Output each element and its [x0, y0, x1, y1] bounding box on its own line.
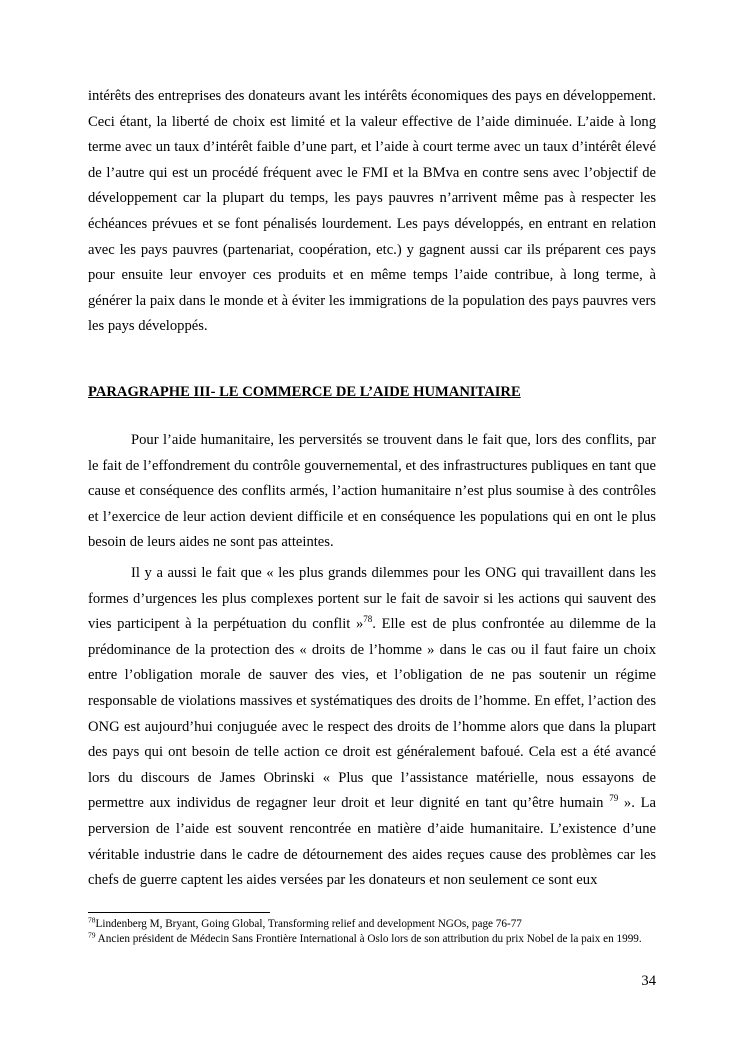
- footnote-reference[interactable]: 79: [609, 793, 619, 804]
- body-paragraph: Pour l’aide humanitaire, les perversités se trouvent dans le fait que, lors des conflits, par le fait de l’effondrement du contrôle gouvernemental, et des infrastructures publiques en tant que cause et conséquence des conflits armés, l’action humanitaire n’est plus soumise à des contrôles et l’exercice de leur action devient difficile et en conséquence les populations qui en ont le plus besoin de leurs aides ne sont pas atteintes.: [88, 432, 656, 551]
- footnote-number: 79: [88, 930, 96, 940]
- paragraph-text: Il y a aussi le fait que « les plus grands dilemmes pour les ONG qui travaillent dans les formes d’urgences les plus complexes portent sur le fait de savoir si les actions qui sauvent des vies participent à la perpétuation du conflit »: [88, 565, 656, 633]
- footnote-separator: [88, 912, 270, 913]
- footnote-reference[interactable]: 78: [363, 614, 373, 625]
- footnote-number: 78: [88, 915, 96, 925]
- footnote-text: Ancien président de Médecin Sans Frontière International à Oslo lors de son attribution du prix Nobel de la paix en 1999.: [95, 933, 642, 945]
- footnote: [88, 930, 656, 946]
- body-paragraph: [88, 561, 656, 894]
- footnote-text: Lindenberg M, Bryant, Going Global, Transforming relief and development NGOs, page 76-77: [95, 918, 522, 930]
- section-heading: PARAGRAPHE III- LE COMMERCE DE L’AIDE HUMANITAIRE: [88, 384, 521, 400]
- paragraph-text: . Elle est de plus confrontée au dilemme de la prédominance de la protection des « droits de l’homme » dans le cas ou il faut faire un choix entre l’obligation morale de sauver des vies, et l’obligation de ne pas soutenir un régime responsable de violations massives et systématiques des droits de l’homme. En effet, l’action des ONG est aujourd’hui conjuguée avec le respect des droits de l’homme alors que dans la plupart des pays qui ont besoin de telle action ce droit est généralement bafoué. Cela est a été avancé lors du discours de James Obrinski « Plus que l’assistance matérielle, nous essayons de permettre aux individus de regagner leur droit et leur dignité en tant qu’être humain: [88, 616, 656, 812]
- paragraph-text: ». La perversion de l’aide est souvent rencontrée en matière d’aide humanitaire. L’existence d’une véritable industrie dans le cadre de détournement des aides reçues cause des problèmes car les chefs de guerre captent les aides versées par les donateurs et non seulement ce sont eux: [88, 795, 656, 889]
- footnote: [88, 915, 656, 931]
- body-paragraph: intérêts des entreprises des donateurs avant les intérêts économiques des pays en développement. Ceci étant, la liberté de choix est limité et la valeur effective de l’aide diminuée. L’aide à long terme avec un taux d’intérêt faible d’une part, et l’aide à court terme avec un taux d’intérêt élevé de l’autre qui est un procédé fréquent avec le FMI et la BMva en contre sens avec l’objectif de développement car la plupart du temps, les pays pauvres n’arrivent même pas à respecter les échéances prévues et se font pénalisés lourdement. Les pays développés, en entrant en relation avec les pays pauvres (partenariat, coopération, etc.) y gagnent aussi car ils préparent ces pays pour ensuite leur envoyer ces produits et en même temps l’aide contribue, à long terme, à générer la paix dans le monde et à éviter les immigrations de la population des pays pauvres vers les pays développés.: [88, 88, 656, 335]
- page-number: 34: [641, 973, 656, 989]
